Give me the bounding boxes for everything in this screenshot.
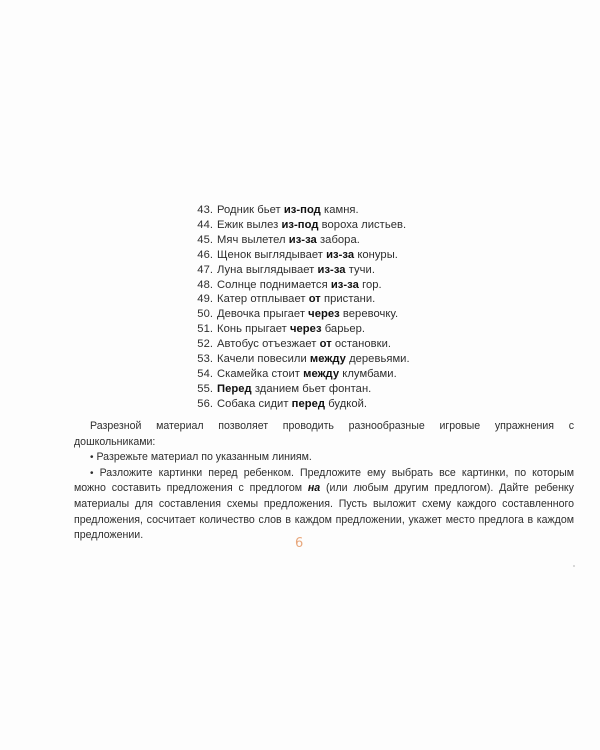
item-number: 46. bbox=[197, 248, 213, 261]
item-text-after: будкой. bbox=[325, 397, 368, 410]
item-number: 49. bbox=[197, 293, 213, 306]
preposition: из-под bbox=[281, 218, 319, 231]
item-number: 50. bbox=[197, 308, 213, 321]
list-item bbox=[196, 278, 456, 293]
list-item bbox=[196, 382, 456, 397]
preposition: из-за bbox=[326, 248, 355, 261]
list-item bbox=[196, 263, 456, 278]
list-item bbox=[196, 307, 456, 322]
item-number: 45. bbox=[197, 233, 213, 246]
instructions-block bbox=[74, 419, 574, 544]
list-item bbox=[196, 292, 456, 307]
preposition: Перед bbox=[217, 382, 252, 395]
scan-speck bbox=[573, 565, 575, 567]
preposition: из-под bbox=[283, 204, 321, 216]
list-item bbox=[196, 337, 456, 352]
intro-paragraph: Разрезной материал позволяет проводить разнообразные игровые упражнения с дошкольниками: bbox=[74, 420, 574, 448]
preposition: через bbox=[289, 323, 322, 336]
preposition: из-за bbox=[330, 278, 359, 291]
item-text-before: Родник бьет bbox=[217, 204, 284, 216]
list-item bbox=[196, 322, 456, 337]
item-text-after: камня. bbox=[320, 204, 359, 216]
item-text-before: Автобус отъезжает bbox=[217, 338, 320, 351]
item-text-after: конуры. bbox=[354, 248, 398, 261]
preposition: перед bbox=[291, 397, 326, 410]
item-text-before: Катер отплывает bbox=[217, 293, 309, 306]
preposition: от bbox=[308, 293, 321, 306]
preposition: от bbox=[319, 338, 332, 351]
item-text-before: Ежик вылез bbox=[217, 218, 282, 231]
item-text-before: Мяч вылетел bbox=[217, 233, 289, 246]
preposition: из-за bbox=[288, 233, 317, 246]
item-number: 48. bbox=[197, 278, 213, 291]
item-text-before: Солнце поднимается bbox=[217, 278, 331, 291]
sentence-list bbox=[196, 203, 456, 412]
bullet-item bbox=[74, 466, 574, 544]
list-item bbox=[196, 352, 456, 367]
item-number: 53. bbox=[197, 353, 213, 366]
item-text-after: веревочку. bbox=[339, 308, 399, 321]
item-text-before: Собака сидит bbox=[217, 397, 292, 410]
item-text-before: Конь прыгает bbox=[217, 323, 290, 336]
item-number: 55. bbox=[197, 382, 213, 395]
item-text-after: зданием бьет фонтан. bbox=[251, 382, 372, 395]
bullet-text-after: (или любым другим предлогом). Дайте ребенку материалы для составления схемы предложения. Пусть выложит схему каждого составленного предложения, сосчитает количество слов в каждом предложении, укажет место предлога в каждом предложении. bbox=[74, 482, 574, 542]
item-text-before: Щенок выглядывает bbox=[217, 248, 327, 261]
item-text-after: клумбами. bbox=[339, 367, 397, 380]
preposition: между bbox=[309, 353, 346, 366]
item-number: 44. bbox=[197, 218, 213, 231]
item-number: 43. bbox=[197, 204, 213, 216]
list-item bbox=[196, 367, 456, 382]
item-text-after: вороха листьев. bbox=[318, 218, 407, 231]
bullet-dot: • bbox=[90, 467, 94, 479]
preposition: через bbox=[308, 308, 340, 321]
bullet-text: Разрежьте материал по указанным линиям. bbox=[96, 451, 312, 464]
item-text-after: барьер. bbox=[321, 323, 366, 336]
list-item bbox=[196, 397, 456, 412]
bullet-dot: • bbox=[90, 452, 94, 464]
list-item bbox=[196, 233, 456, 248]
preposition: между bbox=[303, 367, 340, 380]
page-number: 6 bbox=[295, 536, 304, 551]
item-number: 54. bbox=[197, 367, 213, 380]
bullet-item bbox=[74, 450, 574, 466]
item-text-before: Качели повесили bbox=[217, 353, 310, 366]
item-number: 52. bbox=[197, 338, 213, 351]
item-number: 56. bbox=[197, 397, 213, 410]
item-text-before: Луна выглядывает bbox=[217, 263, 318, 276]
list-item bbox=[196, 248, 456, 263]
item-text-after: гор. bbox=[358, 278, 382, 291]
item-text-after: пристани. bbox=[320, 293, 376, 306]
item-number: 47. bbox=[197, 263, 213, 276]
preposition: из-за bbox=[317, 263, 346, 276]
list-item bbox=[196, 218, 456, 233]
item-text-before: Скамейка стоит bbox=[217, 367, 304, 380]
list-item bbox=[196, 203, 456, 218]
item-text-after: деревьями. bbox=[345, 353, 410, 366]
item-text-after: остановки. bbox=[331, 338, 392, 351]
bullet-text-before: Разложите картинки перед ребенком. Предложите ему выбрать все картинки, по которым можно составить предложения с предлогом bbox=[74, 466, 574, 495]
emphasized-preposition: на bbox=[307, 482, 321, 495]
item-text-before: Девочка прыгает bbox=[217, 308, 309, 321]
item-text-after: забора. bbox=[316, 233, 360, 246]
item-text-after: тучи. bbox=[345, 263, 376, 276]
item-number: 51. bbox=[197, 323, 213, 336]
